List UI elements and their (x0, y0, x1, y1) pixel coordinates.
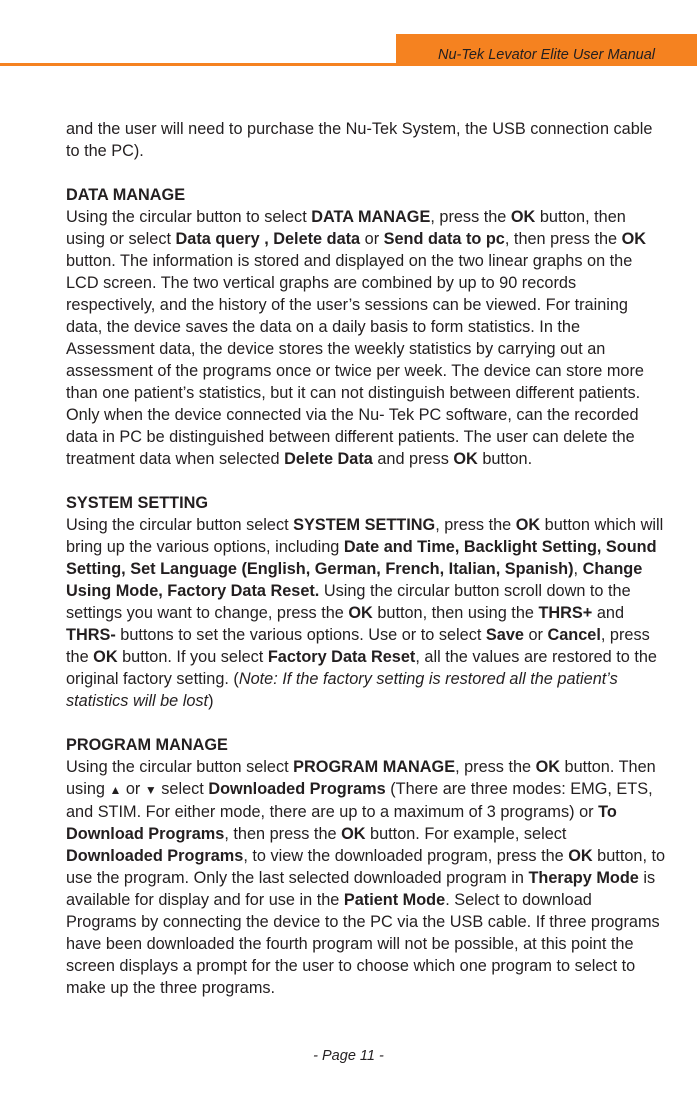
bold-run: To Download Programs (66, 803, 617, 843)
text-run: button which will bring up the various options, including (66, 516, 664, 556)
bold-run: Cancel (547, 626, 601, 644)
text-run: . Select to download Programs by connecting the device to the PC via the USB cable. If three programs have been downloaded the fourth program will not be possible, at this point the screen displays a prompt for the user to choose which one program to select to make up the three programs. (66, 891, 660, 997)
text-run: or (523, 626, 548, 644)
text-run: , press the (435, 516, 516, 534)
bold-run: OK (510, 208, 536, 226)
bold-run: Factory Data Reset (267, 648, 416, 666)
text-run: or (360, 230, 384, 248)
text-run: ) (208, 692, 214, 710)
bold-run: Save (485, 626, 524, 644)
text-run: button. For example, select (365, 825, 567, 843)
text-run: button. The information is stored and displayed on the two linear graphs on the LCD screen. The two vertical graphs are combined by up to 90 records respectively, and the history of the user’s sessions can be viewed. For training data, the device saves the data on a daily basis to form statistics. In the Assessment data, the device stores the weekly statistics by carrying out an assessment of the programs once or twice per week. The device can store more than one patient’s statistics, but it can not distinguish between different patients. Only when the device connected via the Nu- Tek PC software, can the recorded data in PC be distinguished between different patients. The user can delete the treatment data when selected (66, 252, 644, 468)
text-run: , all the values are restored to the original factory setting. ( (66, 648, 657, 688)
bold-run: Patient Mode (343, 891, 446, 909)
spacer (66, 470, 666, 492)
bold-run: THRS+ (538, 604, 593, 622)
text-run: select (156, 780, 209, 798)
text-run: is available for display and for use in the (66, 869, 656, 909)
text-run: and (592, 604, 625, 622)
system-setting-paragraph (66, 514, 666, 712)
data-manage-heading: DATA MANAGE (66, 186, 186, 204)
text-run: button. If you select (117, 648, 268, 666)
text-run: , press the (455, 758, 536, 776)
text-run: Using the circular button to select (66, 208, 312, 226)
program-manage-paragraph (66, 756, 666, 999)
bold-run: OK (453, 450, 478, 468)
text-run: button, then using or select (66, 208, 626, 248)
bold-run: Therapy Mode (528, 869, 639, 887)
bold-run: OK (348, 604, 373, 622)
bold-run: OK (535, 758, 561, 776)
text-run: or (121, 780, 145, 798)
program-manage-heading: PROGRAM MANAGE (66, 736, 228, 754)
bold-run: Delete Data (284, 450, 373, 468)
data-manage-paragraph (66, 206, 666, 470)
text-run: button. (477, 450, 533, 468)
intro-paragraph: and the user will need to purchase the Nu-Tek System, the USB connection cable to the PC). (66, 120, 653, 160)
bold-run: OK (515, 516, 541, 534)
text-run: , press the (66, 626, 650, 666)
bold-run: THRS- (66, 626, 116, 644)
text-run: button. Then using (66, 758, 656, 798)
spacer (66, 712, 666, 734)
bold-run: DATA MANAGE (311, 208, 431, 226)
bold-run: SYSTEM SETTING (293, 516, 436, 534)
bold-run: OK (341, 825, 366, 843)
bold-run: Send data to pc (383, 230, 505, 248)
text-run: Using the circular button select (66, 758, 294, 776)
text-run: , press the (430, 208, 511, 226)
text-run: and press (372, 450, 454, 468)
text-run: buttons to set the various options. Use or to select (115, 626, 486, 644)
bold-run: OK (568, 847, 593, 865)
bold-run: Downloaded Programs (66, 847, 244, 865)
bold-run: OK (93, 648, 118, 666)
text-run: Using the circular button select (66, 516, 294, 534)
italic-note: Note: If the factory setting is restored all the patient’s statistics will be lost (66, 670, 618, 710)
bold-run: Downloaded Programs (208, 780, 386, 798)
text-run: , to view the downloaded program, press the (243, 847, 569, 865)
page-content (66, 118, 666, 999)
bold-run: PROGRAM MANAGE (293, 758, 456, 776)
text-run: (There are three modes: EMG, ETS, and STIM. For either mode, there are up to a maximum of 3 programs) or (66, 780, 653, 821)
text-run: button, to use the program. Only the last selected downloaded program in (66, 847, 666, 887)
page-number: - Page 11 - (313, 1048, 384, 1064)
bold-run: Date and Time, Backlight Setting, Sound Setting, Set Language (English, German, French, Italian, Spanish) (66, 538, 657, 578)
text-run: Using the circular button scroll down to the settings you want to change, press the (66, 582, 631, 622)
spacer (66, 162, 666, 184)
text-run: , then press the (504, 230, 622, 248)
bold-run: Change Using Mode, Factory Data Reset. (66, 560, 643, 600)
up-triangle-icon: ▲ (109, 783, 122, 797)
header-title: Nu-Tek Levator Elite User Manual (437, 47, 656, 63)
system-setting-heading: SYSTEM SETTING (66, 494, 209, 512)
bold-run: Data query , Delete data (175, 230, 361, 248)
text-run: , (573, 560, 583, 578)
text-run: button, then using the (372, 604, 539, 622)
text-run: , then press the (224, 825, 342, 843)
bold-run: OK (621, 230, 647, 248)
down-triangle-icon: ▼ (144, 783, 157, 797)
